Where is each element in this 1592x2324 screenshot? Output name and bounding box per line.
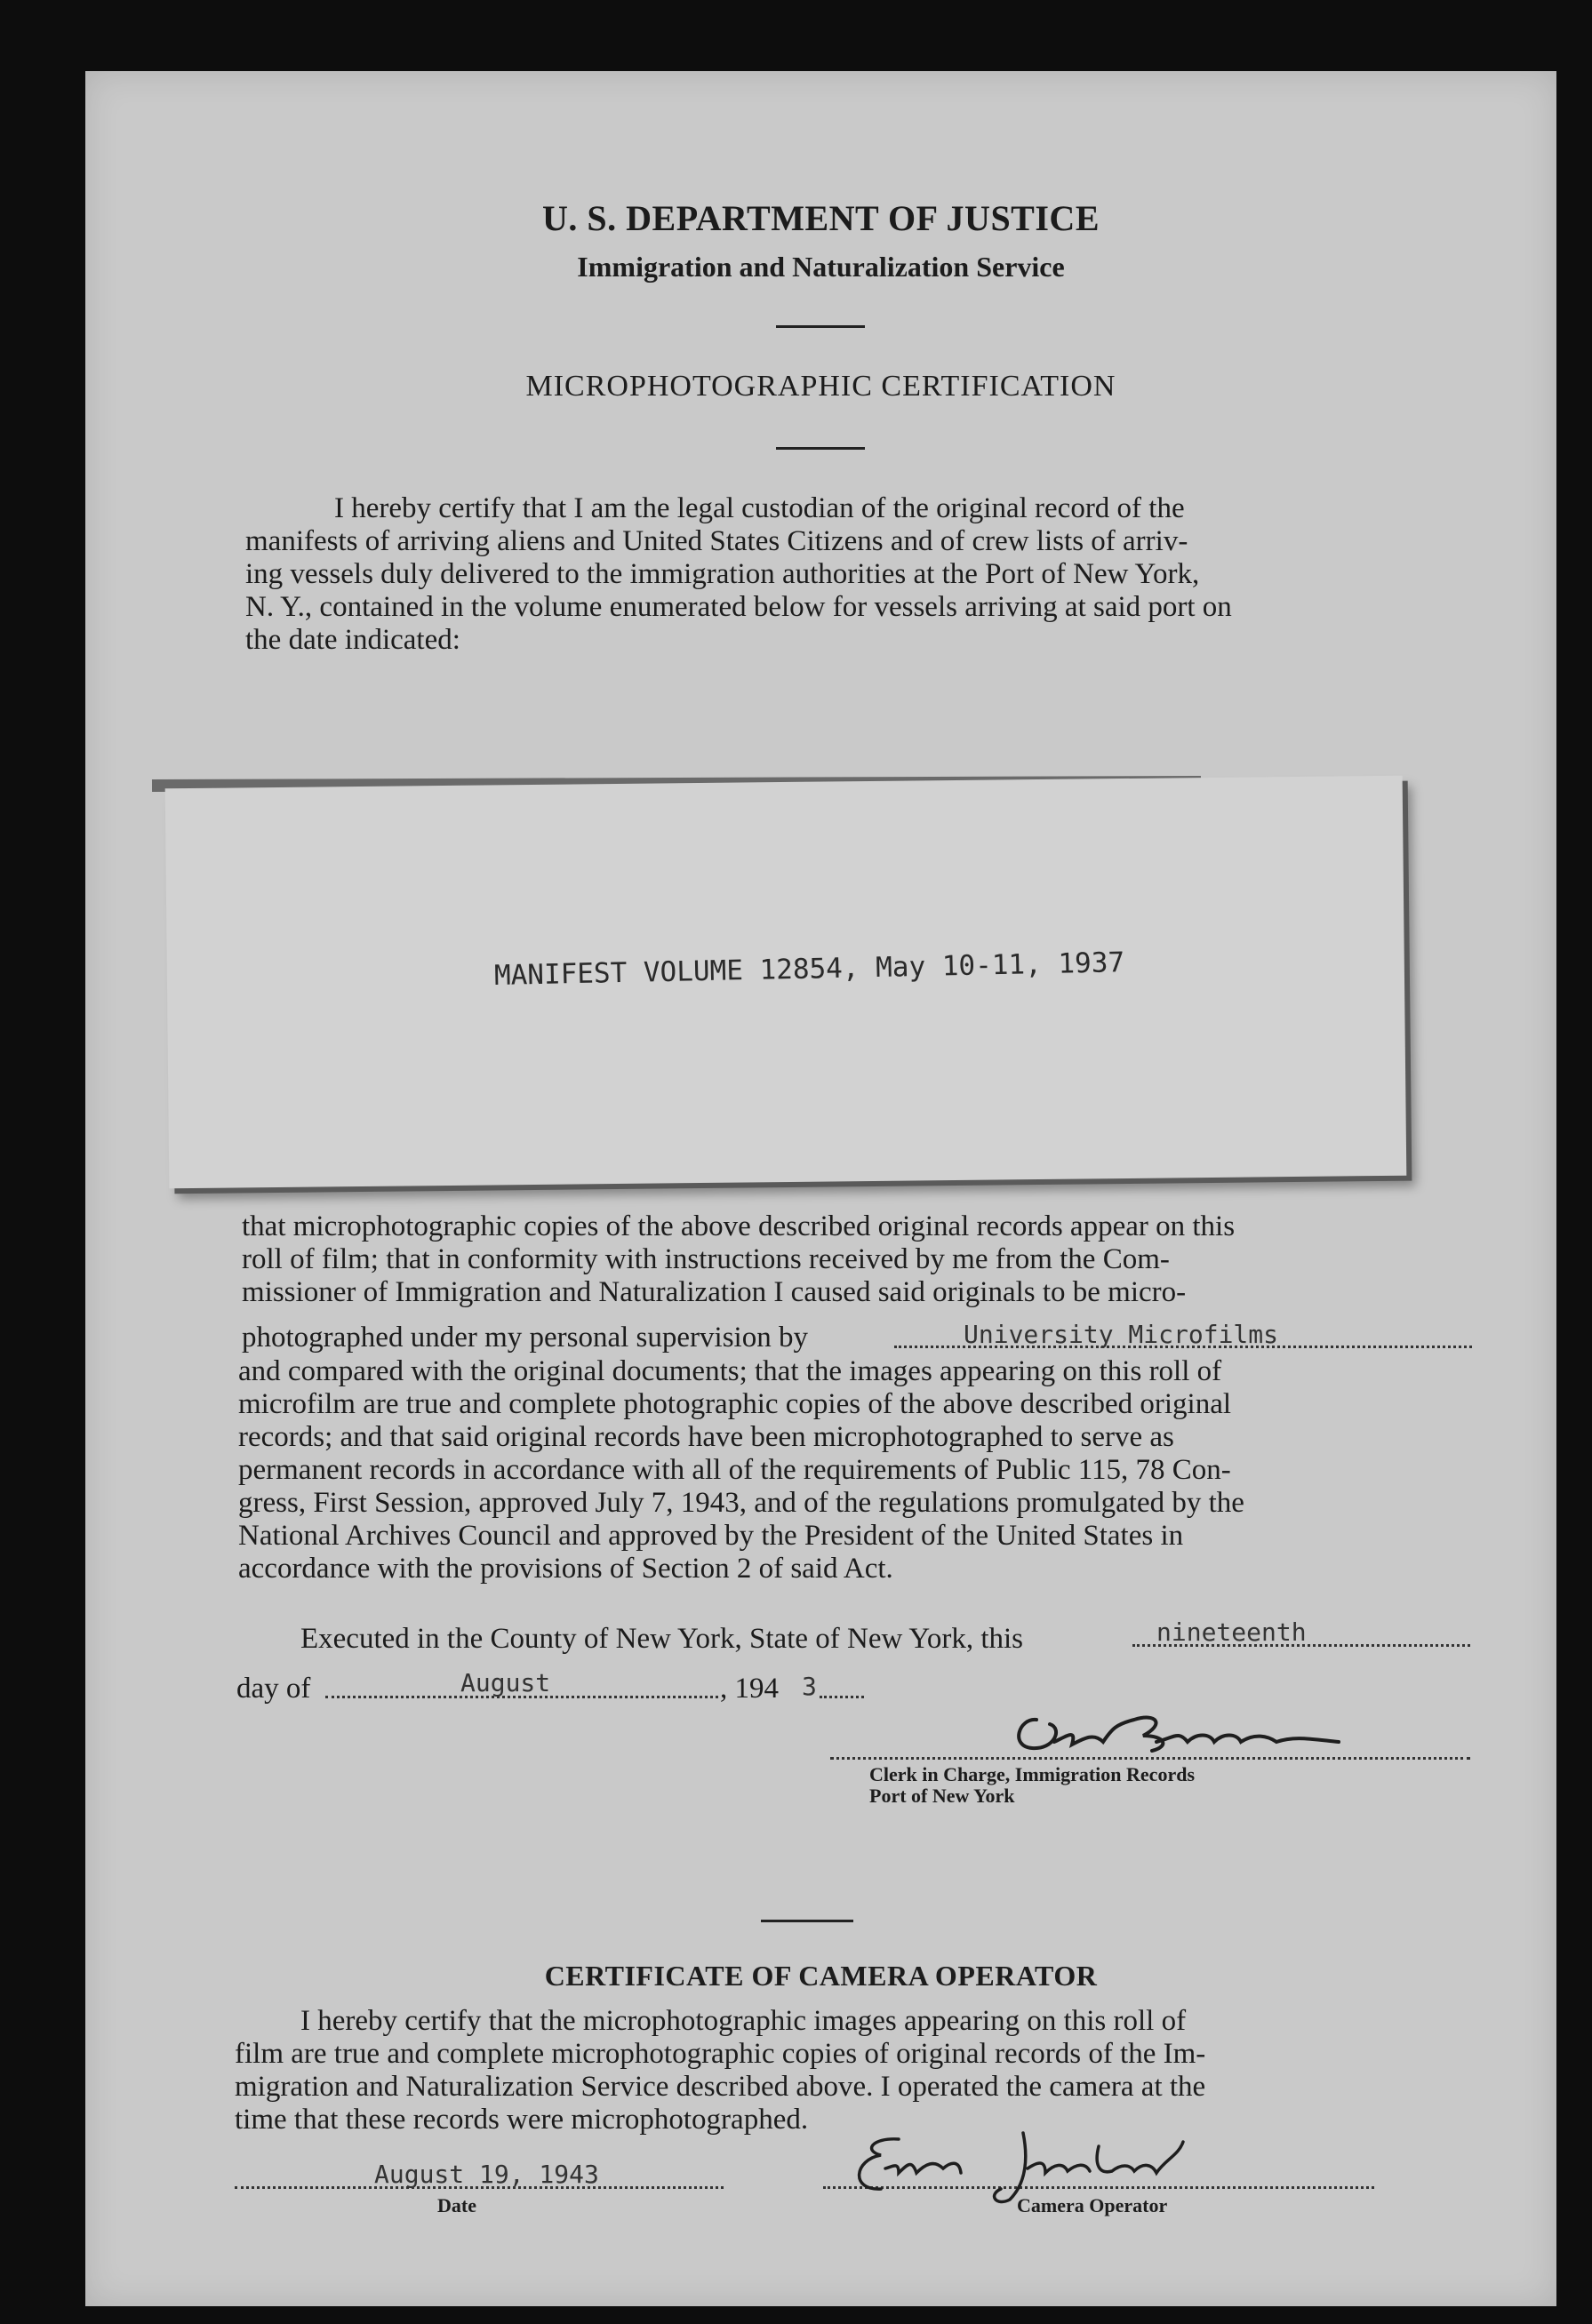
camera-cert-line: I hereby certify that the microphotographic images appearing on this roll of: [300, 2005, 1187, 2037]
executed-day-value: nineteenth: [1156, 1617, 1307, 1647]
intro-line: N. Y., contained in the volume enumerated below for vessels arriving at said port on: [245, 591, 1232, 623]
camera-operator-certificate-title: CERTIFICATE OF CAMERA OPERATOR: [544, 1960, 1098, 1992]
day-of-label: day of: [236, 1673, 311, 1705]
camera-cert-paragraph: [235, 2005, 1470, 2136]
divider: [761, 1920, 853, 1922]
body-line: that microphotographic copies of the above described original records appear on this: [242, 1210, 1236, 1242]
body-paragraph: [242, 1210, 1479, 1309]
camera-operator-label: Camera Operator: [1017, 2194, 1168, 2216]
manifest-volume-label: MANIFEST VOLUME 12854, May 10-11, 1937: [493, 946, 1125, 992]
clerk-signature: [1001, 1693, 1392, 1764]
document-page: [85, 71, 1556, 2306]
body-line: gress, First Session, approved July 7, 1943, and of the regulations promulgated by the: [238, 1487, 1244, 1519]
certification-title: MICROPHOTOGRAPHIC CERTIFICATION: [525, 370, 1116, 403]
body-line: missioner of Immigration and Naturalization I caused said originals to be micro-: [242, 1276, 1187, 1308]
camera-cert-line: film are true and complete microphotographic copies of original records of the Im-: [235, 2038, 1206, 2070]
camera-cert-line: migration and Naturalization Service described above. I operated the camera at the: [235, 2071, 1206, 2103]
body-line: permanent records in accordance with all of the requirements of Public 115, 78 Con-: [238, 1454, 1231, 1486]
body-line: roll of film; that in conformity with instructions received by me from the Com-: [242, 1243, 1170, 1275]
year-suffix-value: 3: [802, 1672, 817, 1701]
body-line: records; and that said original records have been microphotographed to serve as: [238, 1421, 1174, 1453]
supervision-line-prefix: photographed under my personal supervision by: [242, 1322, 808, 1354]
date-label: Date: [437, 2194, 476, 2216]
executed-prefix: Executed in the County of New York, State of New York, this: [300, 1623, 1024, 1655]
intro-line: I hereby certify that I am the legal custodian of the original record of the: [334, 492, 1185, 524]
year-prefix: , 194: [720, 1673, 779, 1705]
camera-date-value: August 19, 1943: [374, 2160, 599, 2189]
year-dotted-line: [820, 1696, 864, 1698]
body-paragraph: [238, 1355, 1476, 1585]
body-line: National Archives Council and approved by the President of the United States in: [238, 1520, 1184, 1552]
body-line: and compared with the original documents; that the images appearing on this roll of: [238, 1355, 1222, 1387]
camera-cert-line: time that these records were microphotographed.: [235, 2104, 809, 2136]
body-line: accordance with the provisions of Section 2 of said Act.: [238, 1553, 893, 1585]
divider: [776, 447, 865, 450]
supervisor-typed-value: University Microfilms: [964, 1320, 1279, 1349]
divider: [776, 325, 865, 328]
department-heading: U. S. DEPARTMENT OF JUSTICE: [542, 198, 1100, 238]
clerk-title-line2: Port of New York: [869, 1785, 1015, 1807]
service-subtitle: Immigration and Naturalization Service: [577, 251, 1065, 283]
executed-month-value: August: [460, 1668, 551, 1697]
intro-line: the date indicated:: [245, 624, 460, 656]
clerk-title-line1: Clerk in Charge, Immigration Records: [869, 1763, 1196, 1785]
intro-line: ing vessels duly delivered to the immigration authorities at the Port of New York,: [245, 558, 1200, 590]
intro-line: manifests of arriving aliens and United States Citizens and of crew lists of arriv-: [245, 525, 1188, 557]
body-line: microfilm are true and complete photographic copies of the above described original: [238, 1388, 1232, 1420]
intro-paragraph: [245, 492, 1476, 657]
